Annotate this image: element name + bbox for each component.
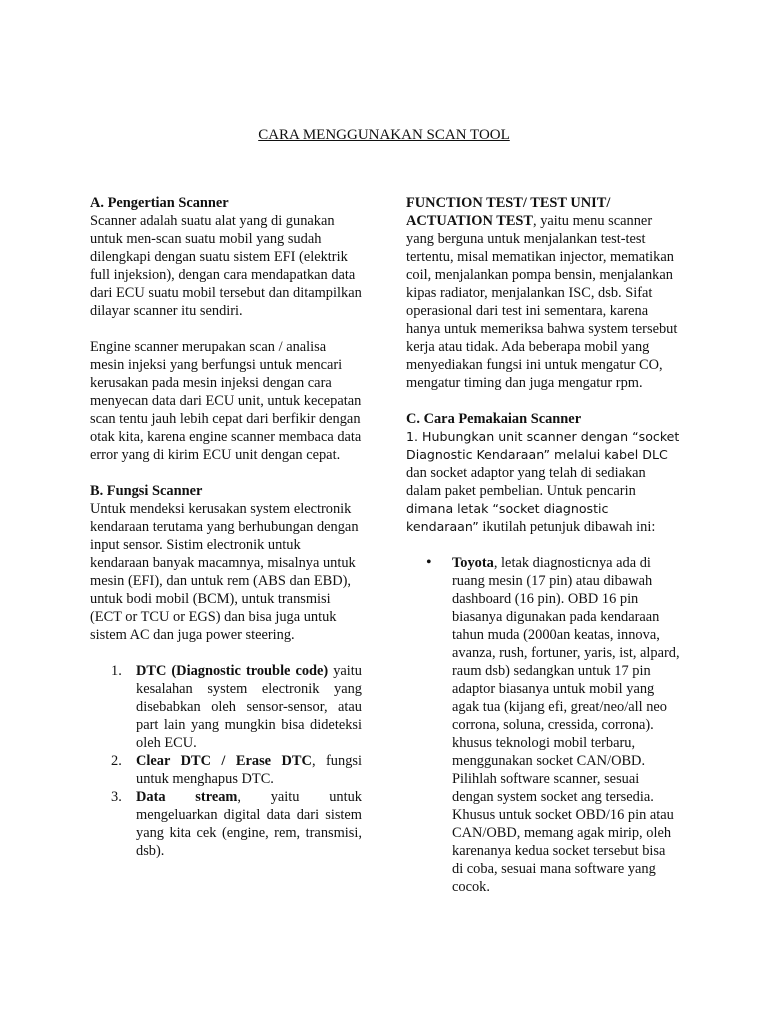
document-title: CARA MENGGUNAKAN SCAN TOOL [258,127,510,143]
list-item [90,752,362,788]
section-c-step [406,428,680,536]
bullet-term: Toyota [452,555,494,571]
list-item [90,662,362,752]
list-description: , fungsi untuk menghapus DTC. [136,753,362,787]
section-c-heading: C. Cara Pemakaian Scanner [406,411,582,427]
function-list [90,662,362,860]
function-test-term: FUNCTION TEST/ TEST UNIT/ ACTUATION TEST [406,195,611,229]
list-term: Data stream [136,789,238,805]
function-test-description: , yaitu menu scanner yang berguna untuk menjalankan test-test tertentu, misal mematikan injector, mematikan coil, menjalankan pompa bensin, menjalankan kipas radiator, menjalankan ISC, dsb. Sifat operasional dari test ini sementara, karena hanya untuk memeriksa bahwa system tersebut kerja atau tidak. Ada beberapa mobil yang menyediakan fungsi ini untuk mengatur CO, mengatur timing dan juga mengatur rpm. [406,213,678,391]
bullet-description: , letak diagnosticnya ada di ruang mesin (17 pin) atau dibawah dashboard (16 pin). OBD 16 pin biasanya digunakan pada kendaraan tahun muda (2000an keatas, innova, avanza, rush, fortuner, yaris, ist, alpard, raum dsb) sedangkan untuk 17 pin adaptor biasanya untuk mobil yang agak tua (kijang efi, great/neo/all neo corrona, soluna, cressida, corrona). khusus teknologi mobil terbaru, menggunakan socket CAN/OBD. Pilihlah software scanner, sesuai dengan system socket ang tersedia. Khusus untuk socket OBD/16 pin atau CAN/OBD, memang agak mirip, oleh karenanya kedua socket tersebut bisa di coba, sesuai mana software yang cocok. [452,555,680,895]
step-text-part-4: ikutilah petunjuk dibawah ini: [478,519,656,535]
list-description: , yaitu untuk mengeluarkan digital data dari sistem yang kita cek (engine, rem, transmisi, dsb). [136,789,362,859]
list-term: Clear DTC / Erase DTC [136,753,312,769]
list-item [90,788,362,860]
list-term: DTC (Diagnostic trouble code) [136,663,329,679]
section-a-heading: A. Pengertian Scanner [90,195,229,211]
section-b-heading: B. Fungsi Scanner [90,483,203,499]
list-item-toyota [406,554,680,896]
right-column [406,194,680,896]
step-text-part-3: dimana letak “socket diagnostic kendaraan” [406,501,609,534]
list-number: 1. [111,663,122,679]
function-test-paragraph [406,194,680,392]
list-number: 2. [111,753,122,769]
list-number: 3. [111,789,122,805]
left-column [90,194,362,860]
step-text-part-1: 1. Hubungkan unit scanner dengan “socket Diagnostic Kendaraan” melalui kabel DLC [406,429,680,462]
brand-list [406,554,680,896]
section-a-paragraph-1: Scanner adalah suatu alat yang di gunakan untuk men-scan suatu mobil yang sudah dilengkapi dengan suatu sistem EFI (elektrik full injeksion), dengan cara mendapatkan data dari ECU suatu mobil tersebut dan ditampilkan dilayar scanner itu sendiri. [90,213,362,319]
section-b-paragraph: Untuk mendeksi kerusakan system electronik kendaraan terutama yang berhubungan dengan input sensor. Sistim electronik untuk kendaraan banyak macamnya, misalnya untuk mesin (EFI), dan untuk rem (ABS dan EBD), untuk bodi mobil (BCM), untuk transmisi (ECT or TCU or EGS) dan bisa juga untuk sistem AC dan juga power steering. [90,501,359,643]
step-text-part-2: dan socket adaptor yang telah di sediakan dalam paket pembelian. Untuk pencarin [406,465,646,499]
section-a-paragraph-2: Engine scanner merupakan scan / analisa mesin injeksi yang berfungsi untuk mencari kerusakan pada mesin injeksi dengan cara menyecan data dari ECU unit, untuk kecepatan scan tentu jauh lebih cepat dari berfikir dengan otak kita, karena engine scanner membaca data error yang di kirim ECU unit dengan cepat. [90,339,362,463]
list-description: yaitu kesalahan system electronik yang disebabkan oleh sensor-sensor, atau part lain yang mungkin bisa dideteksi oleh ECU. [136,663,362,751]
bullet-icon: • [426,554,432,571]
